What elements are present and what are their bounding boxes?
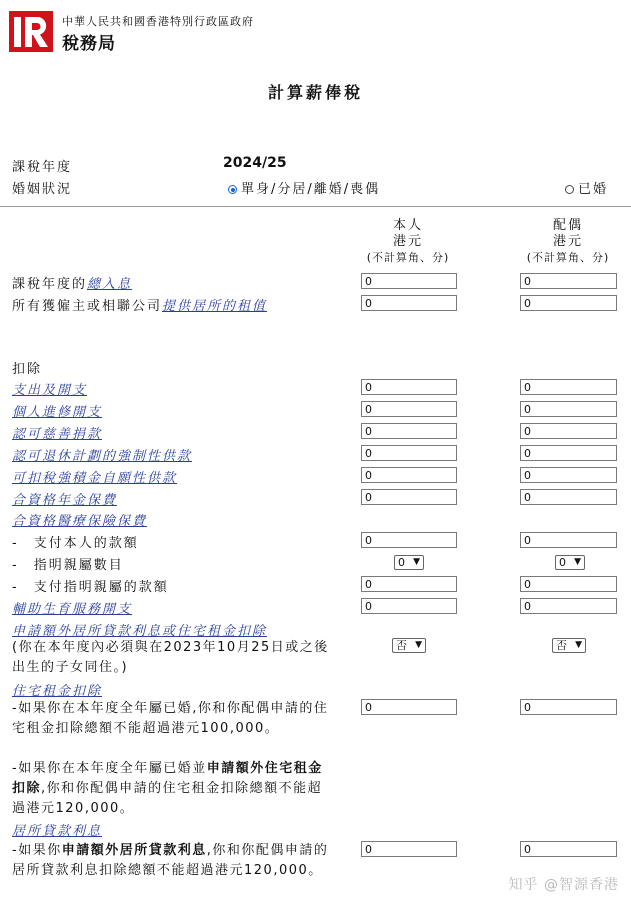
- divider: [0, 206, 631, 207]
- assisted-reproduction-link[interactable]: 輔助生育服務開支: [12, 602, 133, 617]
- deductions-heading: 扣除: [12, 362, 43, 377]
- vhis-link[interactable]: 合資格醫療保險保費: [12, 514, 148, 529]
- rent-deduction-self-input[interactable]: [361, 699, 457, 715]
- gross-income-row-label: 課稅年度的總入息: [12, 277, 133, 292]
- chevron-down-icon: ▼: [574, 557, 581, 567]
- annuity-link[interactable]: 合資格年金保費: [12, 493, 118, 508]
- self-education-self-input[interactable]: [361, 401, 457, 417]
- additional-claim-link[interactable]: 申請額外居所貸款利息或住宅租金扣除: [12, 624, 268, 639]
- rent-deduction-note-2: -如果你在本年度全年屬已婚並申請額外住宅租金扣除,你和你配偶申請的住宅租金扣除總額不能超過港元120,000。: [12, 761, 323, 816]
- column-spouse-note: (不計算角、分): [526, 251, 610, 264]
- vhis-dependants-amount-self-input[interactable]: [361, 576, 457, 592]
- column-spouse-title: 配偶: [552, 218, 583, 233]
- donations-self-input[interactable]: [361, 423, 457, 439]
- rent-deduction-spouse-input[interactable]: [520, 699, 617, 715]
- ird-logo: [9, 11, 53, 52]
- gross-income-self-input[interactable]: [361, 273, 457, 289]
- mpf-mandatory-self-input[interactable]: [361, 445, 457, 461]
- vhis-dependants-count-spouse-select[interactable]: 0 ▼: [555, 555, 585, 570]
- vhis-dependants-amount-label: - 支付指明親屬的款額: [12, 580, 169, 595]
- additional-claim-self-select[interactable]: 否 ▼: [392, 638, 426, 653]
- agency-full-name: 中華人民共和國香港特別行政區政府: [62, 15, 254, 28]
- mpf-voluntary-link[interactable]: 可扣稅強積金自願性供款: [12, 471, 178, 486]
- chevron-down-icon: ▼: [415, 640, 422, 650]
- rent-deduction-note-1: -如果你在本年度全年屬已婚,你和你配偶申請的住宅租金扣除總額不能超過港元100,000。: [12, 701, 329, 736]
- annuity-spouse-input[interactable]: [520, 489, 617, 505]
- agency-name: 稅務局: [62, 34, 116, 54]
- rental-value-spouse-input[interactable]: [520, 295, 617, 311]
- outgoings-link[interactable]: 支出及開支: [12, 383, 88, 398]
- column-spouse-unit: 港元: [552, 234, 583, 249]
- column-self-unit: 港元: [392, 234, 423, 249]
- column-self-header: [352, 218, 464, 266]
- outgoings-self-input[interactable]: [361, 379, 457, 395]
- donations-spouse-input[interactable]: [520, 423, 617, 439]
- home-loan-self-input[interactable]: [361, 841, 457, 857]
- mpf-voluntary-spouse-input[interactable]: [520, 467, 617, 483]
- annuity-self-input[interactable]: [361, 489, 457, 505]
- vhis-dependants-amount-spouse-input[interactable]: [520, 576, 617, 592]
- self-education-link[interactable]: 個人進修開支: [12, 405, 103, 420]
- vhis-self-spouse-input[interactable]: [520, 532, 617, 548]
- radio-married[interactable]: [565, 185, 574, 194]
- mpf-voluntary-self-input[interactable]: [361, 467, 457, 483]
- column-spouse-header: [512, 218, 624, 266]
- chevron-down-icon: ▼: [575, 640, 582, 650]
- radio-single[interactable]: [228, 185, 237, 194]
- rent-deduction-link[interactable]: 住宅租金扣除: [12, 684, 103, 699]
- watermark: 知乎 @智源香港: [508, 877, 619, 893]
- home-loan-spouse-input[interactable]: [520, 841, 617, 857]
- home-loan-note: -如果你申請額外居所貸款利息,你和你配偶申請的居所貸款利息扣除總額不能超過港元120,000。: [12, 843, 329, 878]
- rental-value-link[interactable]: 提供居所的租值: [162, 299, 268, 314]
- home-loan-link[interactable]: 居所貸款利息: [12, 824, 103, 839]
- marital-status-label: 婚姻狀況: [12, 182, 73, 197]
- gross-income-spouse-input[interactable]: [520, 273, 617, 289]
- page-title: 計算薪俸稅: [267, 83, 363, 102]
- marital-option-married[interactable]: 已婚: [565, 178, 608, 197]
- column-self-note: (不計算角、分): [366, 251, 450, 264]
- vhis-self-label: - 支付本人的款額: [12, 536, 139, 551]
- additional-claim-note: (你在本年度內必須與在2023年10月25日或之後出生的子女同住。): [12, 640, 329, 675]
- donations-link[interactable]: 認可慈善捐款: [12, 427, 103, 442]
- assessment-year-value: 2024/25: [223, 155, 287, 171]
- mpf-mandatory-link[interactable]: 認可退休計劃的強制性供款: [12, 449, 193, 464]
- self-education-spouse-input[interactable]: [520, 401, 617, 417]
- assisted-reproduction-spouse-input[interactable]: [520, 598, 617, 614]
- outgoings-spouse-input[interactable]: [520, 379, 617, 395]
- assessment-year-label: 課稅年度: [12, 160, 73, 175]
- column-self-title: 本人: [392, 218, 423, 233]
- rental-value-row-label: 所有獲僱主或相聯公司提供居所的租值: [12, 299, 268, 314]
- mpf-mandatory-spouse-input[interactable]: [520, 445, 617, 461]
- vhis-dependants-count-label: - 指明親屬數目: [12, 558, 124, 573]
- vhis-dependants-count-self-select[interactable]: 0 ▼: [394, 555, 424, 570]
- additional-claim-spouse-select[interactable]: 否 ▼: [552, 638, 586, 653]
- gross-income-link[interactable]: 總入息: [87, 277, 133, 292]
- rental-value-self-input[interactable]: [361, 295, 457, 311]
- vhis-self-self-input[interactable]: [361, 532, 457, 548]
- marital-option-single[interactable]: 單身/分居/離婚/喪偶: [228, 178, 380, 197]
- assisted-reproduction-self-input[interactable]: [361, 598, 457, 614]
- chevron-down-icon: ▼: [413, 557, 420, 567]
